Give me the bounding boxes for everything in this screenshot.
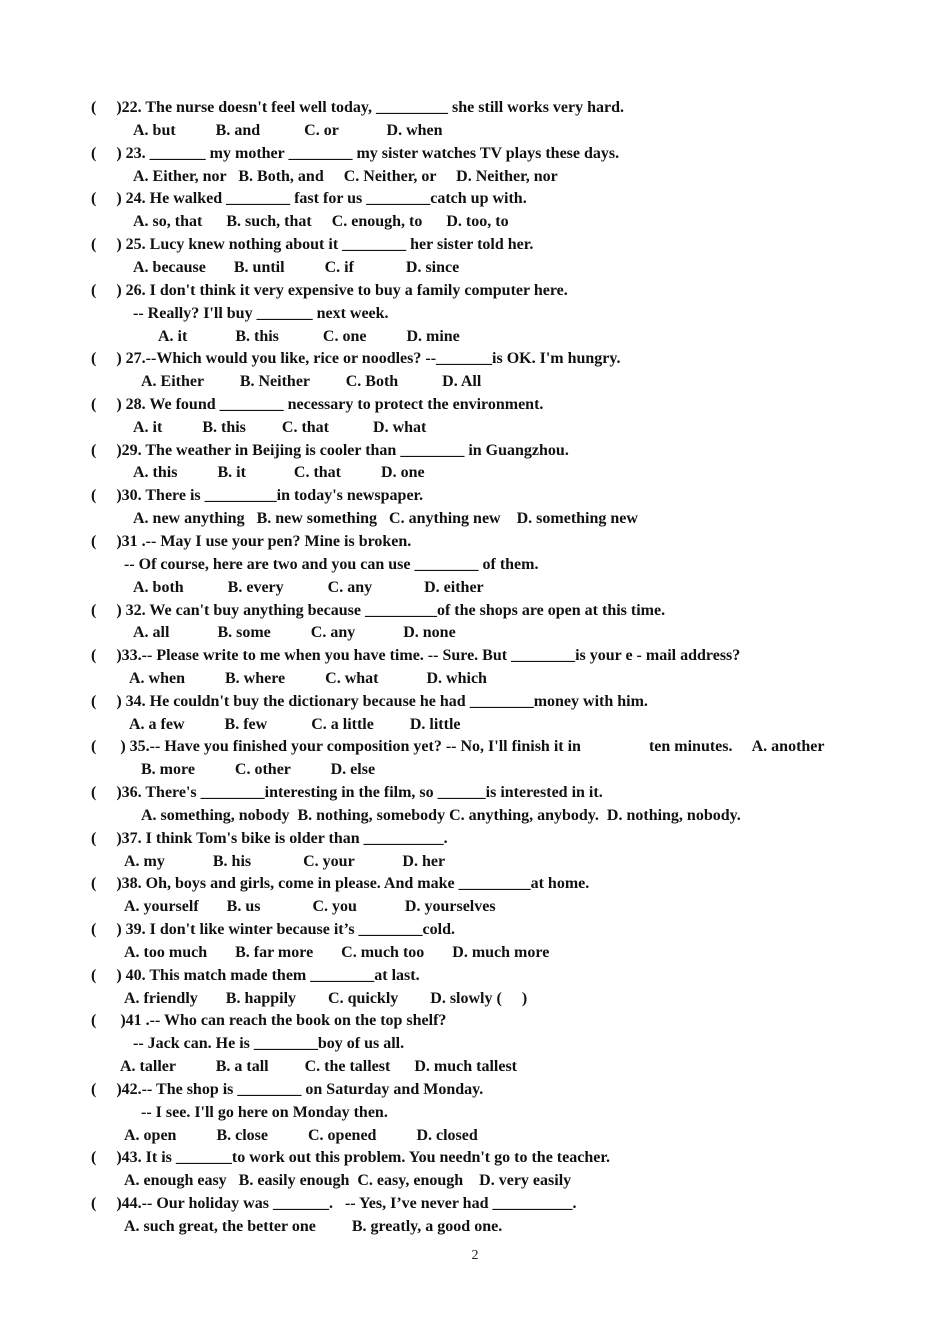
- question-27: ( ) 27.--Which would you like, rice or noodles? --_______is OK. I'm hungry.: [91, 350, 621, 367]
- question-22-options: A. but B. and C. or D. when: [133, 122, 443, 139]
- question-33-options: A. when B. where C. what D. which: [129, 670, 487, 687]
- question-29: ( )29. The weather in Beijing is cooler than ________ in Guangzhou.: [91, 442, 569, 459]
- question-34-options: A. a few B. few C. a little D. little: [129, 716, 461, 733]
- question-26-dialogue: -- Really? I'll buy _______ next week.: [133, 305, 389, 322]
- question-24-options: A. so, that B. such, that C. enough, to D. too, to: [133, 213, 509, 230]
- question-28-options: A. it B. this C. that D. what: [133, 419, 427, 436]
- question-22: ( )22. The nurse doesn't feel well today, _________ she still works very hard.: [91, 99, 625, 116]
- question-41-dialogue: -- Jack can. He is ________boy of us all.: [133, 1035, 405, 1052]
- question-23-options: A. Either, nor B. Both, and C. Neither, or D. Neither, nor: [133, 168, 558, 185]
- page-number: 2: [471, 1248, 479, 1263]
- question-39-options: A. too much B. far more C. much too D. much more: [124, 944, 550, 961]
- question-41-options: A. taller B. a tall C. the tallest D. much tallest: [120, 1058, 517, 1075]
- question-43-options: A. enough easy B. easily enough C. easy, enough D. very easily: [124, 1172, 572, 1189]
- question-38: ( )38. Oh, boys and girls, come in please. And make _________at home.: [91, 875, 590, 892]
- question-33: ( )33.-- Please write to me when you have time. -- Sure. But ________is your e - mail address?: [91, 647, 741, 664]
- question-37: ( )37. I think Tom's bike is older than __________.: [91, 830, 448, 847]
- question-25-options: A. because B. until C. if D. since: [133, 259, 460, 276]
- question-42: ( )42.-- The shop is ________ on Saturday and Monday.: [91, 1081, 484, 1098]
- question-26: ( ) 26. I don't think it very expensive to buy a family computer here.: [91, 282, 568, 299]
- question-44-options: A. such great, the better one B. greatly, a good one.: [124, 1218, 503, 1235]
- question-35: ( ) 35.-- Have you finished your composition yet? -- No, I'll finish it in ten minutes. A. another: [91, 738, 825, 755]
- question-42-dialogue: -- I see. I'll go here on Monday then.: [141, 1104, 388, 1121]
- question-42-options: A. open B. close C. opened D. closed: [124, 1127, 478, 1144]
- question-24: ( ) 24. He walked ________ fast for us ________catch up with.: [91, 190, 527, 207]
- question-39: ( ) 39. I don't like winter because it’s ________cold.: [91, 921, 455, 938]
- question-25: ( ) 25. Lucy knew nothing about it ________ her sister told her.: [91, 236, 534, 253]
- question-29-options: A. this B. it C. that D. one: [133, 464, 425, 481]
- question-35-options: B. more C. other D. else: [141, 761, 376, 778]
- question-30: ( )30. There is _________in today's newspaper.: [91, 487, 424, 504]
- question-32-options: A. all B. some C. any D. none: [133, 624, 456, 641]
- question-36: ( )36. There's ________interesting in the film, so ______is interested in it.: [91, 784, 603, 801]
- question-43: ( )43. It is _______to work out this problem. You needn't go to the teacher.: [91, 1149, 610, 1166]
- question-36-options: A. something, nobody B. nothing, somebody C. anything, anybody. D. nothing, nobody.: [141, 807, 741, 824]
- question-27-options: A. Either B. Neither C. Both D. All: [141, 373, 482, 390]
- question-41: ( )41 .-- Who can reach the book on the top shelf?: [91, 1012, 447, 1029]
- question-38-options: A. yourself B. us C. you D. yourselves: [124, 898, 496, 915]
- question-31: ( )31 .-- May I use your pen? Mine is broken.: [91, 533, 412, 550]
- question-40: ( ) 40. This match made them ________at last.: [91, 967, 420, 984]
- question-32: ( ) 32. We can't buy anything because _________of the shops are open at this time.: [91, 602, 666, 619]
- question-40-options: A. friendly B. happily C. quickly D. slowly ( ): [124, 990, 528, 1007]
- question-23: ( ) 23. _______ my mother ________ my sister watches TV plays these days.: [91, 145, 620, 162]
- question-44: ( )44.-- Our holiday was _______. -- Yes, I’ve never had __________.: [91, 1195, 577, 1212]
- question-34: ( ) 34. He couldn't buy the dictionary because he had ________money with him.: [91, 693, 648, 710]
- question-31-dialogue: -- Of course, here are two and you can use ________ of them.: [124, 556, 539, 573]
- question-37-options: A. my B. his C. your D. her: [124, 853, 446, 870]
- question-26-options: A. it B. this C. one D. mine: [158, 328, 460, 345]
- question-31-options: A. both B. every C. any D. either: [133, 579, 484, 596]
- question-30-options: A. new anything B. new something C. anything new D. something new: [133, 510, 638, 527]
- question-28: ( ) 28. We found ________ necessary to protect the environment.: [91, 396, 544, 413]
